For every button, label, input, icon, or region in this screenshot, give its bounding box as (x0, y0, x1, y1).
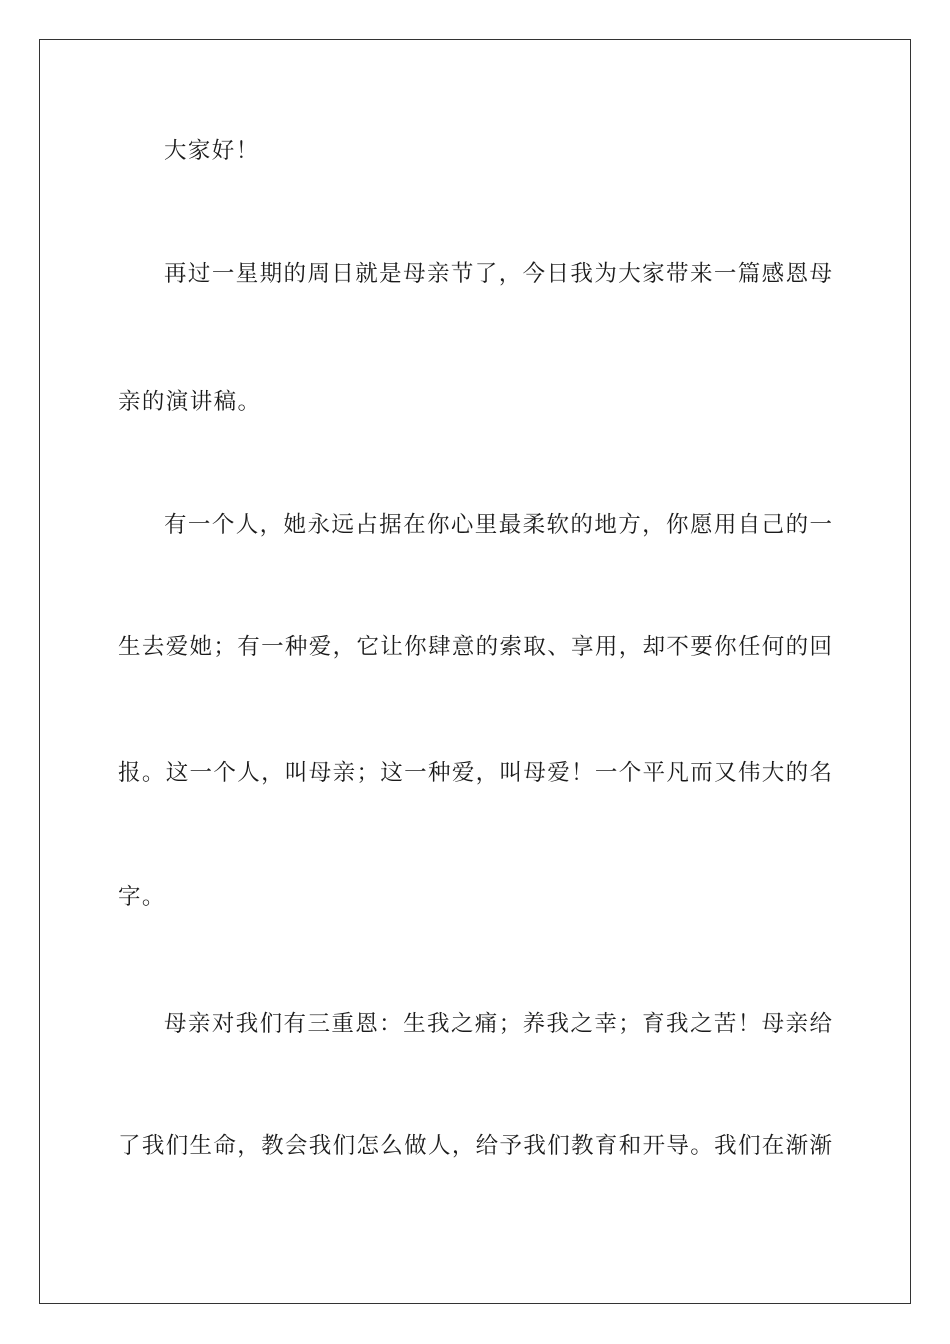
paragraph-1-line-2: 亲的演讲稿。 (118, 389, 262, 415)
greeting-line: 大家好！ (164, 138, 260, 164)
paragraph-2-line-2: 生去爱她；有一种爱，它让你肆意的索取、享用，却不要你任何的回 (118, 634, 832, 660)
paragraph-3-line-1: 母亲对我们有三重恩：生我之痛；养我之幸；育我之苦！母亲给 (164, 1011, 832, 1037)
paragraph-2-line-3: 报。这一个人，叫母亲；这一种爱，叫母爱！一个平凡而又伟大的名 (118, 760, 832, 786)
paragraph-3-line-2: 了我们生命，教会我们怎么做人，给予我们教育和开导。我们在渐渐 (118, 1133, 832, 1159)
page-frame (39, 39, 911, 1304)
paragraph-1-line-1: 再过一星期的周日就是母亲节了，今日我为大家带来一篇感恩母 (164, 261, 832, 287)
paragraph-2-line-4: 字。 (118, 884, 166, 910)
paragraph-2-line-1: 有一个人，她永远占据在你心里最柔软的地方，你愿用自己的一 (164, 512, 832, 538)
